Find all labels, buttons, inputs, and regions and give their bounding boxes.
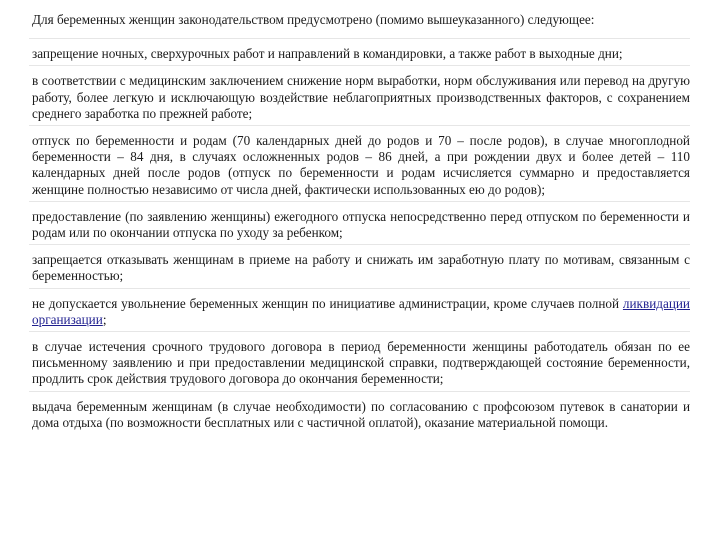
list-item-text: ; <box>102 311 107 327</box>
list-item: в соответствии с медицинским заключением снижение норм выработки, норм обслуживания или перевод на другую работу, более легкую и исключающую воздействие неблагоприятных производственных факторов, с сохранением среднего заработка по прежней работе; <box>32 73 690 121</box>
paragraph-divider <box>29 65 690 66</box>
liquidation-link[interactable]: ликвидации организации <box>32 295 690 327</box>
paragraph-divider <box>29 391 690 392</box>
list-item-with-link <box>29 296 690 328</box>
paragraph-divider <box>29 288 690 289</box>
list-item-text: не допускается увольнение беременных женщин по инициативе администрации, кроме случаев полной <box>32 295 623 311</box>
paragraph-divider <box>29 331 690 332</box>
paragraph-divider <box>29 201 690 202</box>
paragraph-divider <box>29 125 690 126</box>
paragraph-divider <box>29 244 690 245</box>
list-item: запрещается отказывать женщинам в приеме на работу и снижать им заработную плату по мотивам, связанным с беременностью; <box>32 252 690 284</box>
list-item: выдача беременным женщинам (в случае необходимости) по согласованию с профсоюзом путевок в санатории и дома отдыха (по возможности бесплатных или с частичной оплатой), оказание материальной помощи. <box>32 398 690 430</box>
list-item: предоставление (по заявлению женщины) ежегодного отпуска непосредственно перед отпуском по беременности и родам или по окончании отпуска по уходу за ребенком; <box>32 208 690 241</box>
list-item: в случае истечения срочного трудового договора в период беременности женщины работодатель обязан по ее письменному заявлению и при предоставлении медицинской справки, подтверждающей состояние беременности, продлить срок действия трудового договора до окончания беременности; <box>32 339 690 387</box>
list-item: отпуск по беременности и родам (70 календарных дней до родов и 70 – после родов), в случае многоплодной беременности – 84 дня, в случаях осложненных родов – 86 дней, а при рождении двух и более детей – 110 календарных дней после родов (отпуск по беременности и родам исчисляется суммарно и предоставляется женщине полностью независимо от числа дней, фактически использованных ею до родов); <box>32 133 690 197</box>
document-body <box>29 9 690 434</box>
paragraph-divider <box>29 38 690 39</box>
intro-paragraph: Для беременных женщин законодательством предусмотрено (помимо вышеуказанного) следующее: <box>32 12 595 27</box>
list-item: запрещение ночных, сверхурочных работ и направлений в командировки, а также работ в выходные дни; <box>32 46 623 62</box>
